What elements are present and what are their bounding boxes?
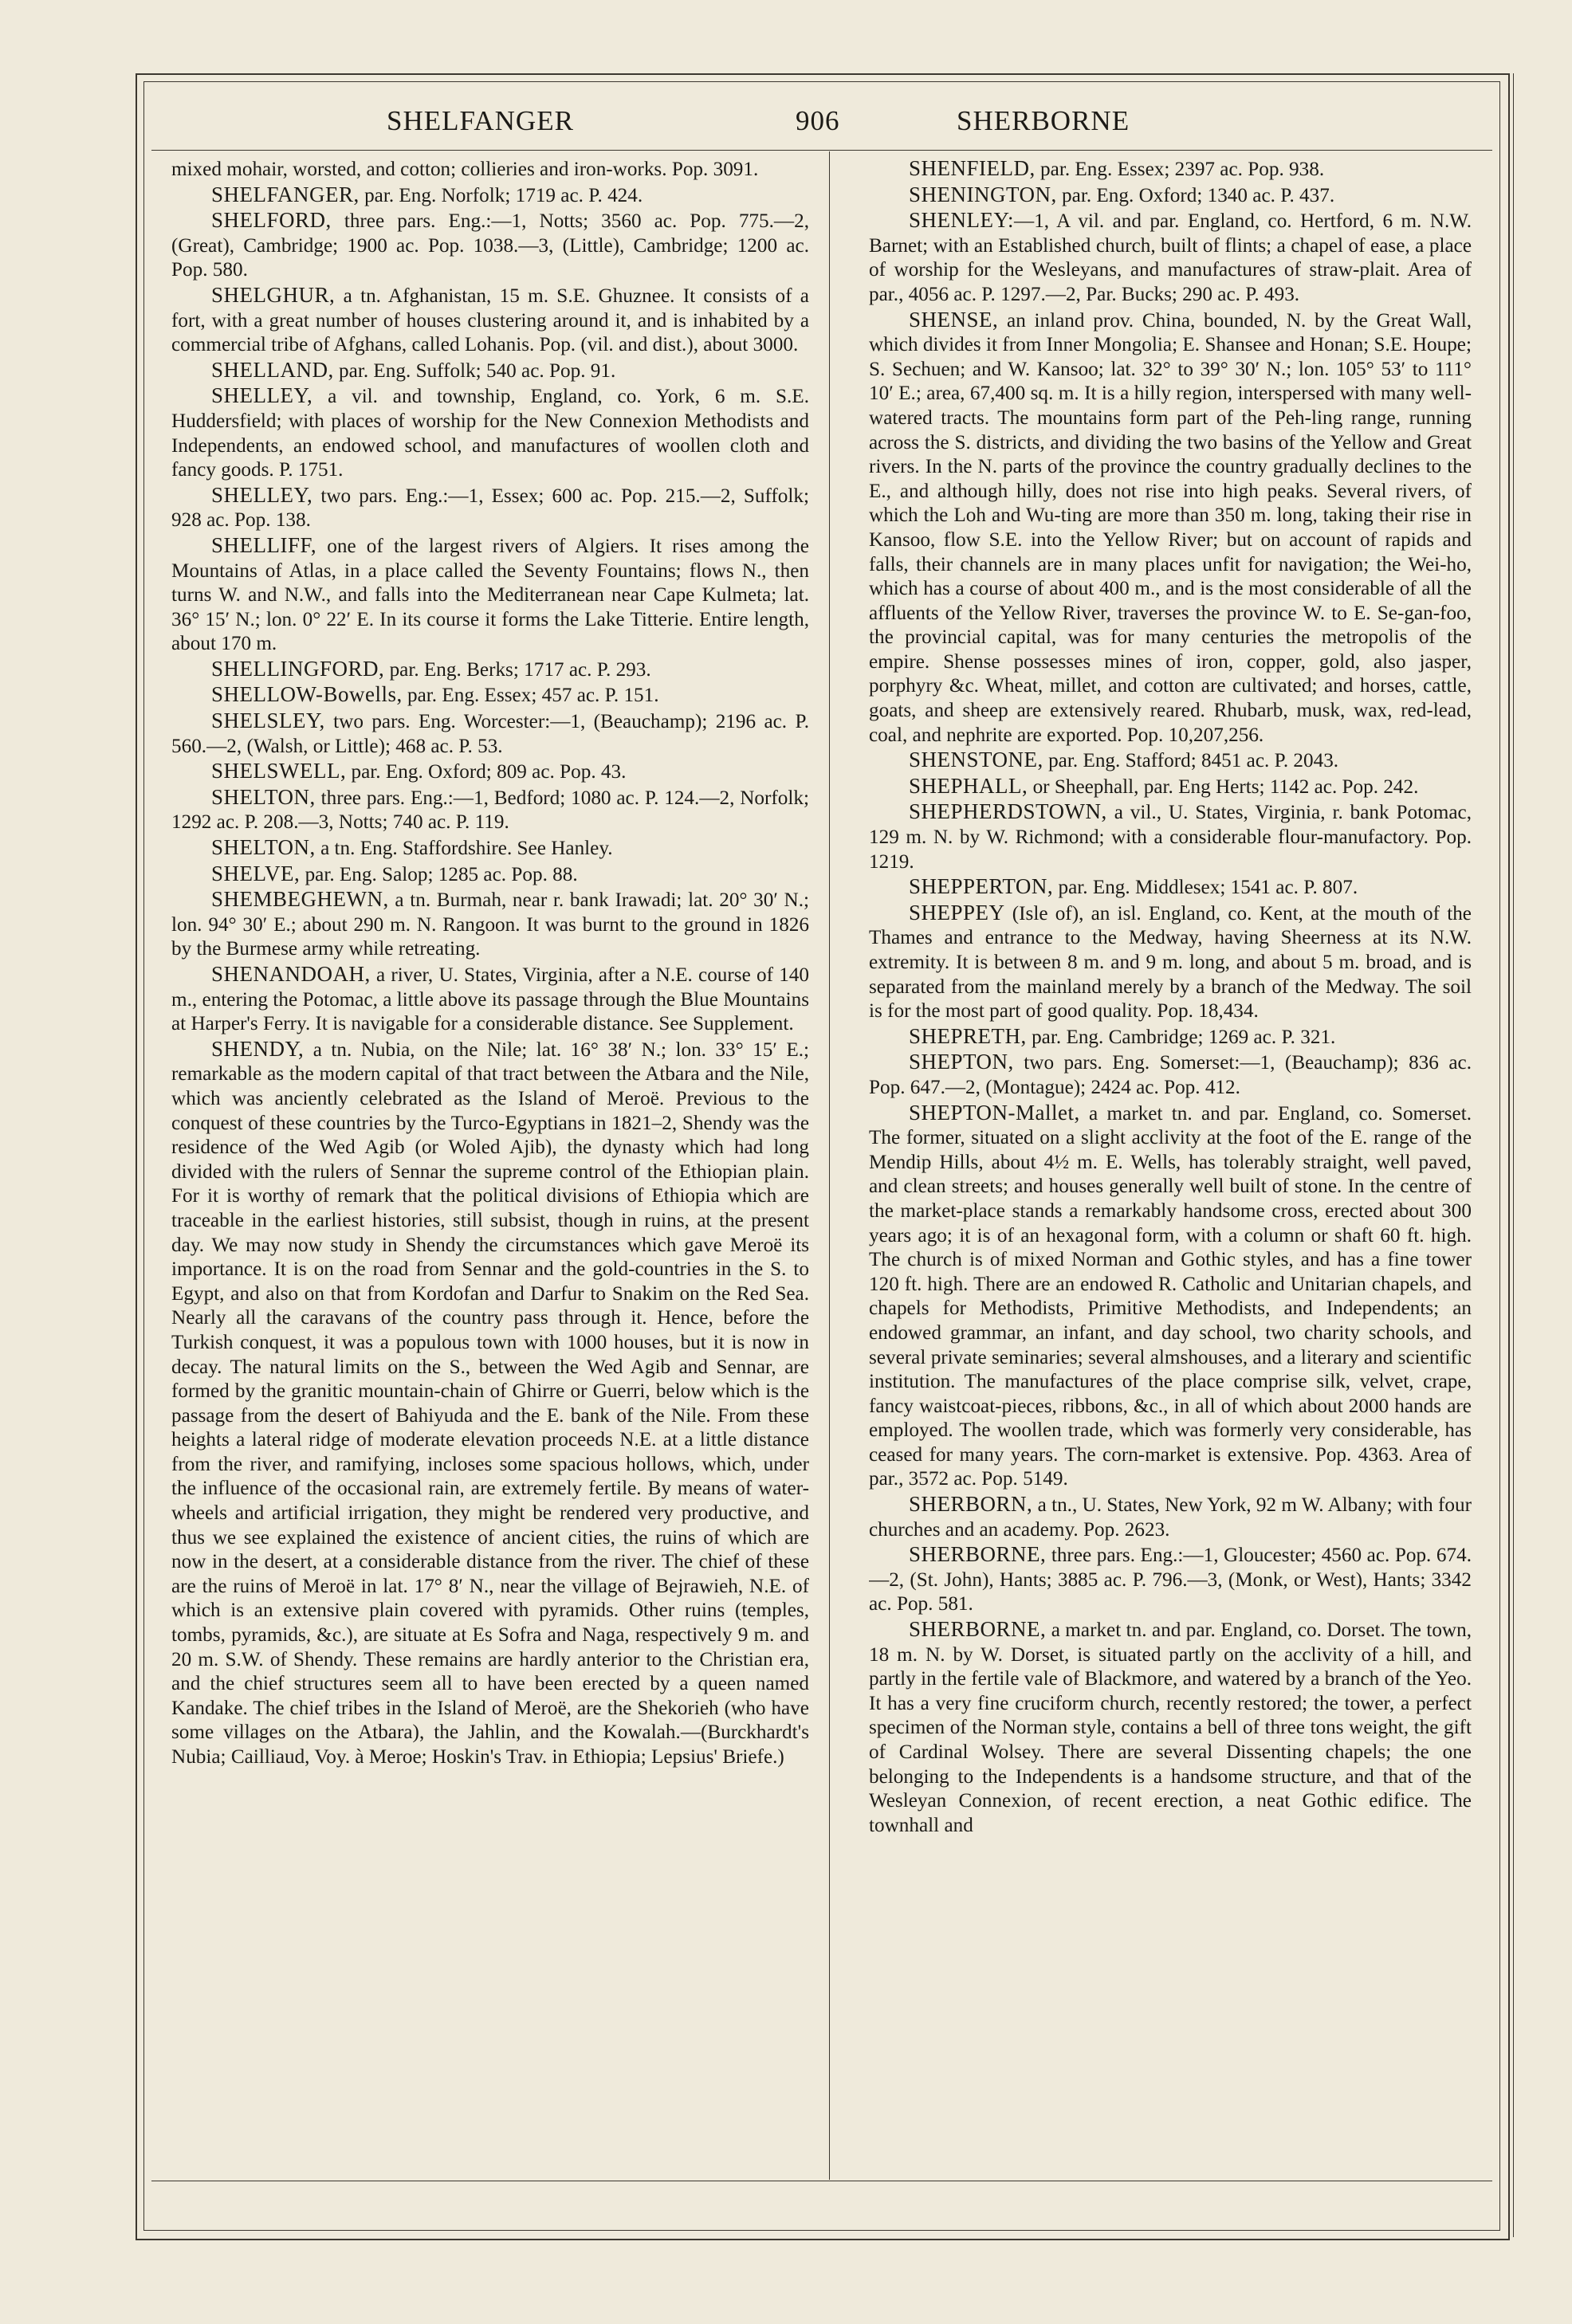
gazetteer-entry (171, 682, 809, 709)
entry-headword: SHEPHALL, (909, 773, 1028, 798)
gazetteer-entry (171, 709, 809, 759)
entry-headword: SHELGHUR, (211, 282, 336, 307)
gazetteer-entry (171, 483, 809, 533)
entry-text: a market tn. and par. England, co. Dorset. The town, 18 m. N. by W. Dorset, is situated partly on the acclivity of a hill, and partly in the fertile vale of Blackmore, and watered by a branch of the Yeo. It has a very fine cruciform church, recently restored; the tower, a perfect specimen of the Norman style, contains a bell of three tons weight, the gift of Cardinal Wolsey. There are several Dissenting chapels; the one belonging to the Independents is a handsome structure, and that of the Wesleyan Connexion, of recent erection, a neat Gothic edifice. The townhall and (869, 1619, 1472, 1836)
page-number: 906 (796, 105, 840, 136)
gazetteer-entry (869, 874, 1472, 901)
entry-text: an inland prov. China, bounded, N. by the Great Wall, which divides it from Inner Mongolia; E. Shansee and Honan; S.E. Houpe; S. Sechuen; and W. Kansoo; lat. 32° to 39° 30′ N.; lon. 105° 53′ to 111° 10′ E.; area, 67,400 sq. m. It is a hilly region, interspersed with many well-watered tracts. The mountains form part of the Peh-ling range, running across the S. districts, and dividing the two basins of the Yellow and Great rivers. In the N. parts of the province the country gradually declines to the E., and although hilly, does not rise into high peaks. Several rivers, of which the Loh and Wu-ting are more than 350 m. long, taking their rise in Kansoo, flow S.E. into the Yellow River; but on account of rapids and falls, their channels are in many places unfit for navigation; the Wei-ho, which has a course of about 400 m., and is the most considerable of all the affluents of the Yellow River, traverses the province W. to E. Se-gan-foo, the provincial capital, was for many centuries the metropolis of the empire. Shense possesses mines of iron, copper, gold, also jasper, porphyry &c. Wheat, millet, and cotton are cultivated; and horses, cattle, goats, and sheep are extensively reared. Rhubarb, musk, wax, red-lead, coal, and nephrite are exported. Pop. 10,207,256. (869, 309, 1472, 746)
entry-text: three pars. Eng.:—1, Notts; 3560 ac. Pop. 775.—2, (Great), Cambridge; 1900 ac. Pop. 1038.—3, (Little), Cambridge; 1200 ac. Pop. 580. (171, 210, 809, 281)
entry-text: a tn. Nubia, on the Nile; lat. 16° 38′ N.; lon. 33° 15′ E.; remarkable as the modern capital of that tract between the Atbara and the Nile, which was anciently celebrated as the Island of Meroë. Previous to the conquest of these countries by the Turco-Egyptians in 1821–2, Shendy was the residence of the Wed Agib (or Woled Ajib), the dynasty which had long divided with the rulers of Sennar the supreme control of the Ethiopian plain. For it is worthy of remark that the political divisions of Ethiopia which are traceable in the earliest histories, still subsist, though in ruins, at the present day. We may now study in Shendy the circumstances which gave Meroë its importance. It is on the road from Sennar and the gold-countries in the S. to Egypt, and also on that from Kordofan and Darfur to Snakim on the Red Sea. Nearly all the caravans of the country pass through it. Hence, before the Turkish conquest, it was a populous town with 1000 houses, but it is now in decay. The natural limits on the S., between the Wed Agib and Sennar, are formed by the granitic mountain-chain of Ghirre or Guerri, below which is the passage from the desert of Bahiyuda and the E. bank of the Nile. From these heights a lateral ridge of moderate elevation proceeds N.E. at a little distance from the river, and ramifying, incloses some spacious hollows, which, under the influence of the occasional rain, are extremely fertile. By means of water-wheels and artificial irrigation, they might be rendered very productive, and thus we see explained the existence of ancient cities, the ruins of which are now in the desert, at a considerable distance from the river. The chief of these are the ruins of Meroë in lat. 17° 8′ N., near the village of Bejrawieh, N.E. of which is an extensive plain covered with pyramids. Other ruins (temples, tombs, pyramids, &c.), are situate at Es Sofra and Naga, respectively 9 m. and 20 m. S.W. of Shendy. These remains are hardly anterior to the Christian era, and the chief structures seem all to have been erected by a queen named Kandake. The chief tribes in the Island of Meroë, are the Shekorieh (who have some villages on the Atbara), the Jahlin, and the Kowalah.—(Burckhardt's Nubia; Cailliaud, Voy. à Meroe; Hoskin's Trav. in Ethiopia; Lepsius' Briefe.) (171, 1038, 809, 1768)
entry-text: a tn. Afghanistan, 15 m. S.E. Ghuznee. It consists of a fort, with a great number of houses clustering around it, and is inhabited by a commercial tribe of Afghans, called Lohanis. Pop. (vil. and dist.), about 3000. (171, 285, 809, 356)
entry-headword: SHELLEY, (211, 383, 313, 408)
gazetteer-entry (171, 785, 809, 835)
entry-headword: SHEPPERTON, (909, 874, 1054, 899)
gazetteer-entry (171, 862, 809, 888)
gazetteer-entry (869, 208, 1472, 307)
entry-headword: SHELTON, (211, 835, 316, 860)
gazetteer-entry (869, 1024, 1472, 1050)
gazetteer-entry (869, 308, 1472, 748)
gazetteer-entry (171, 962, 809, 1037)
gazetteer-entry (869, 1542, 1472, 1617)
entry-text: two pars. Eng. Worcester:—1, (Beauchamp); 2196 ac. P. 560.—2, (Walsh, or Little); 468 ac. P. 53. (171, 711, 809, 757)
entry-text: two pars. Eng.:—1, Essex; 600 ac. Pop. 215.—2, Suffolk; 928 ac. Pop. 138. (171, 485, 809, 532)
entry-headword: SHELTON, (211, 784, 316, 809)
entry-text: par. Eng. Middlesex; 1541 ac. P. 807. (1053, 877, 1358, 899)
entry-headword: SHERBORNE, (909, 1542, 1047, 1567)
entry-text: par. Eng. Stafford; 8451 ac. P. 2043. (1043, 750, 1339, 772)
gazetteer-entry (171, 208, 809, 283)
gazetteer-entry (171, 358, 809, 384)
header-right-word: SHERBORNE (957, 105, 1130, 136)
header-left-word: SHELFANGER (387, 105, 574, 136)
entry-headword: SHELSLEY, (211, 709, 325, 733)
entry-headword: SHELLAND, (211, 357, 334, 382)
entry-text: mixed mohair, worsted, and cotton; collieries and iron-works. Pop. 3091. (171, 159, 759, 180)
entry-text: a market tn. and par. England, co. Somerset. The former, situated on a slight acclivity at the foot of the E. range of the Mendip Hills, about 4½ m. E. Wells, has tolerably straight, well paved, and clean streets; and houses generally well built of stone. In the centre of the market-place stands a remarkably handsome cross, erected about 300 years ago; it is of an hexagonal form, with a column or shaft 60 ft. high. The church is of mixed Norman and Gothic styles, and has a fine tower 120 ft. high. There are an endowed R. Catholic and Unitarian chapels, and chapels for Methodists, Primitive Methodists, and Independents; an endowed grammar, an infant, and day school, two charity schools, and several private seminaries; several almshouses, and a literary and scientific institution. The manufactures of the place comprise silk, velvet, crape, fancy waistcoat-pieces, ribbons, &c., in all of which about 2000 hands are employed. The woollen trade, which was formerly very considerable, has ceased for many years. The corn-market is extensive. Pop. 4363. Area of par., 3572 ac. Pop. 5149. (869, 1102, 1472, 1490)
entry-text: a tn. Burmah, near r. bank Irawadi; lat. 20° 30′ N.; lon. 94° 30′ E.; about 290 m. N. Rangoon. It was burnt to the ground in 1826 by the Burmese army while retreating. (171, 889, 809, 960)
gazetteer-entry (171, 156, 809, 183)
left-column (171, 156, 809, 2173)
gazetteer-entry (869, 1050, 1472, 1100)
gazetteer-entry (869, 774, 1472, 800)
entry-text: par. Eng. Berks; 1717 ac. P. 293. (384, 658, 651, 681)
gazetteer-entry (869, 799, 1472, 874)
gazetteer-entry (869, 1101, 1472, 1493)
entry-text: three pars. Eng.:—1, Bedford; 1080 ac. P. 124.—2, Norfolk; 1292 ac. P. 208.—3, Notts; 740 ac. P. 119. (171, 787, 809, 834)
gazetteer-entry (869, 183, 1472, 209)
entry-text: par. Eng. Cambridge; 1269 ac. P. 321. (1026, 1026, 1336, 1048)
entry-headword: SHENSE, (909, 307, 999, 332)
entry-headword: SHEPPEY (909, 900, 1005, 924)
gazetteer-entry (171, 759, 809, 785)
gazetteer-entry (869, 901, 1472, 1024)
column-divider (829, 151, 830, 2180)
entry-headword: SHELVE, (211, 861, 301, 885)
entry-headword: SHERBORN, (909, 1492, 1033, 1517)
entry-text: (Isle of), an isl. England, co. Kent, at the mouth of the Thames and entrance to the Medway, having Sheerness at its N.W. extremity. It is between 8 m. and 9 m. long, and about 5 m. broad, and is separated from the mainland merely by a branch of the Medway. The soil is for the most part of good quality. Pop. 18,434. (869, 902, 1472, 1023)
gazetteer-entry (171, 887, 809, 962)
entry-text: a tn. Eng. Staffordshire. See Hanley. (315, 838, 613, 860)
gazetteer-entry (171, 835, 809, 862)
entry-text: par. Eng. Norfolk; 1719 ac. P. 424. (359, 184, 643, 206)
entry-headword: SHENDY, (211, 1036, 305, 1061)
gazetteer-entry (171, 383, 809, 482)
entry-text: a river, U. States, Virginia, after a N.E. course of 140 m., entering the Potomac, a little above its passage through the Blue Mountains at Harper's Ferry. It is navigable for a considerable distance. See Supplement. (171, 964, 809, 1035)
entry-text: —1, A vil. and par. England, co. Hertford, 6 m. N.W. Barnet; with an Established church, built of flints; a chapel of ease, a place of worship for the Wesleyans, and manufactures of straw-plait. Area of par., 4056 ac. P. 1297.—2, Par. Bucks; 290 ac. P. 493. (869, 210, 1472, 305)
running-header (151, 99, 1491, 147)
entry-text: par. Eng. Essex; 2397 ac. Pop. 938. (1035, 159, 1325, 180)
entry-headword: SHEPRETH, (909, 1023, 1027, 1048)
entry-text: three pars. Eng.:—1, Gloucester; 4560 ac. Pop. 674.—2, (St. John), Hants; 3885 ac. P. 796.—3, (Monk, or West), Hants; 3342 ac. Pop. 581. (869, 1545, 1472, 1615)
gazetteer-entry (171, 533, 809, 657)
entry-headword: SHENLEY: (909, 208, 1015, 233)
entry-headword: SHERBORNE, (909, 1617, 1047, 1642)
entry-headword: SHELLIFF, (211, 532, 317, 557)
right-column (869, 156, 1472, 2173)
entry-text: or Sheephall, par. Eng Herts; 1142 ac. Pop. 242. (1028, 775, 1419, 798)
entry-text: par. Eng. Essex; 457 ac. P. 151. (402, 685, 659, 707)
entry-headword: SHENFIELD, (909, 156, 1036, 180)
entry-text: two pars. Eng. Somerset:—1, (Beauchamp); 836 ac. Pop. 647.—2, (Montague); 2424 ac. Pop. 412. (869, 1052, 1472, 1098)
entry-headword: SHENSTONE, (909, 748, 1043, 772)
gazetteer-entry (171, 283, 809, 358)
gazetteer-entry (171, 657, 809, 683)
entry-text: a vil. and township, England, co. York, 6 m. S.E. Huddersfield; with places of worship for the New Connexion Methodists and Independents, an endowed school, and manufactures of woollen cloth and fancy goods. P. 1751. (171, 386, 809, 481)
entry-headword: SHELSWELL, (211, 759, 347, 783)
entry-headword: SHELFORD, (211, 208, 332, 233)
gazetteer-entry (171, 183, 809, 209)
gazetteer-entry (869, 1617, 1472, 1838)
entry-headword: SHENINGTON, (909, 182, 1057, 206)
gazetteer-entry (171, 1037, 809, 1770)
entry-headword: SHEPHERDSTOWN, (909, 799, 1107, 824)
entry-text: par. Eng. Suffolk; 540 ac. Pop. 91. (333, 359, 616, 382)
entry-text: par. Eng. Salop; 1285 ac. Pop. 88. (300, 863, 578, 885)
entry-text: a tn., U. States, New York, 92 m W. Albany; with four churches and an academy. Pop. 2623. (869, 1494, 1472, 1541)
gazetteer-entry (869, 156, 1472, 183)
header-rule (151, 150, 1492, 151)
entry-headword: SHELLOW-Bowells, (211, 682, 403, 707)
entry-text: a vil., U. States, Virginia, r. bank Potomac, 129 m. N. by W. Richmond; with a considerable flour-manufactory. Pop. 1219. (869, 802, 1472, 873)
entry-text: par. Eng. Oxford; 809 ac. Pop. 43. (346, 761, 627, 783)
gazetteer-entry (869, 1492, 1472, 1542)
entry-headword: SHENANDOAH, (211, 962, 371, 986)
margin-rule (1513, 73, 1514, 2237)
entry-headword: SHELLEY, (211, 482, 313, 507)
entry-headword: SHEPTON-Mallet, (909, 1100, 1080, 1125)
entry-headword: SHELLINGFORD, (211, 656, 385, 681)
entry-headword: SHEMBEGHEWN, (211, 887, 389, 912)
entry-headword: SHEPTON, (909, 1050, 1014, 1074)
entry-text: par. Eng. Oxford; 1340 ac. P. 437. (1056, 184, 1335, 206)
gazetteer-entry (869, 748, 1472, 774)
entry-headword: SHELFANGER, (211, 182, 360, 206)
entry-text: one of the largest rivers of Algiers. It rises among the Mountains of Atlas, in a place called the Seventy Fountains; flows N., then turns W. and N.W., and falls into the Mediterranean near Cape Kulmeta; lat. 36° 15′ N.; lon. 0° 22′ E. In its course it forms the Lake Titterie. Entire length, about 170 m. (171, 535, 809, 655)
